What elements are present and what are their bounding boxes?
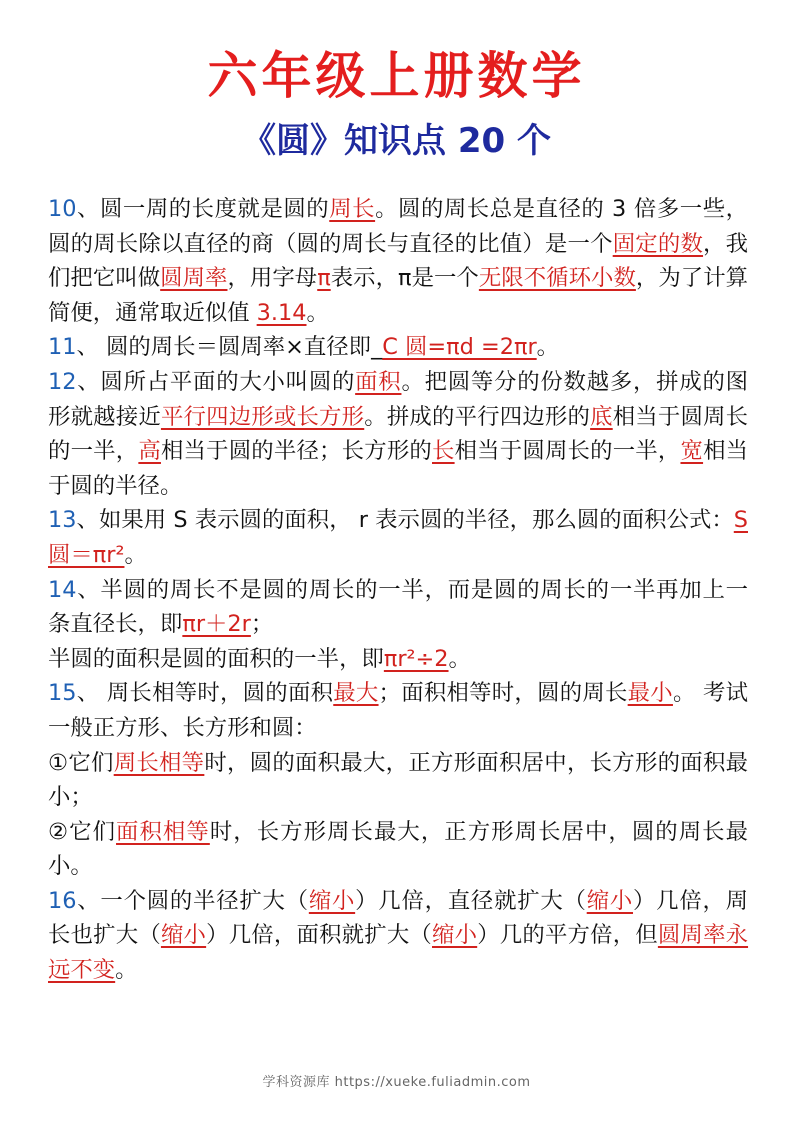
answer: C 圆=πd =2πr [382,334,537,361]
item-text: ）几倍，直径就扩大（ [355,887,587,914]
item-number: 10 [48,196,77,222]
item-text: 、 圆的周长＝圆周率×直径即_ [76,334,383,361]
item-text: 、圆所占平面的大小叫圆的 [76,368,356,395]
answer: 缩小 [160,922,207,949]
answer: 周长 [329,196,376,222]
answer: 平行四边形或长方形 [160,403,365,430]
answer: 高 [138,438,161,465]
item-text: 。 [124,541,147,568]
item-text: 、圆一周的长度就是圆的 [76,196,330,222]
item-text: 。 [115,957,138,984]
item-text: 、 周长相等时，圆的面积 [76,680,334,707]
item-number: 11 [48,334,77,361]
item-text: 。拼成的平行四边形的 [364,403,591,430]
answer: S 圆＝πr² [48,507,748,568]
item-text: 时，长方形周长最大，正方形周长居中，圆的周长最小。 [48,818,749,880]
item-11 [48,330,748,365]
item-text: 。圆的周长总是直径的 3 倍多一些，圆的周长除以直径的商（圆的周长与直径的比值）是一个 [48,196,749,257]
footer-source: 学科资源库 https://xueke.fuliadmin.com [262,1075,531,1090]
item-text: 相当于圆的半径。 [48,438,749,499]
item-text: ； [250,611,274,638]
item-text: ①它们 [48,749,114,776]
page-subtitle: 《圆》知识点 20 个 [242,121,551,161]
content [48,192,748,988]
item-text: ，我们把它叫做 [48,230,749,292]
answer: 缩小 [308,887,356,914]
answer: 长 [432,438,455,465]
item-text: 相当于圆周长的一半， [454,438,681,465]
answer: 圆周率永远不变 [48,922,749,984]
item-number: 16 [48,887,77,914]
item-text: 表示，π是一个 [330,265,479,292]
item-text: 。把圆等分的份数越多，拼成的图形就越接近 [48,368,749,430]
item-10 [48,192,748,330]
item-text: ，用字母 [227,265,318,292]
item-15 [48,676,748,745]
item-number: 14 [48,576,77,603]
item-text: 。 [536,334,560,361]
answer: 面积相等 [116,818,210,845]
item-number: 15 [48,680,77,707]
answer: 底 [590,403,613,430]
answer: 缩小 [586,887,634,914]
item-13 [48,503,748,572]
answer: 面积 [355,368,402,395]
item-number: 13 [48,507,77,534]
item-text: ②它们 [48,818,117,845]
item-text: 半圆的面积是圆的面积的一半，即 [48,645,384,672]
item-15-point-1 [48,746,748,815]
answer: 宽 [680,438,704,465]
item-text: 、如果用 S 表示圆的面积， r 表示圆的半径，那么圆的面积公式： [76,507,734,534]
answer: πr²÷2 [383,645,449,672]
answer: 固定的数 [612,230,704,257]
item-text: ；面积相等时，圆的周长 [378,680,628,707]
item-text: 。 [448,645,471,672]
item-text: 。 [306,299,329,326]
item-text: ）几的平方倍，但 [477,922,658,949]
answer: 3.14 [256,299,307,326]
item-text: 、半圆的周长不是圆的周长的一半，而是圆的周长的一半再加上一条直径长，即 [48,576,748,638]
answer: 周长相等 [113,749,205,776]
item-15-point-2 [48,815,748,884]
answer: 无限不循环小数 [478,265,636,292]
item-12 [48,365,748,503]
answer: 圆周率 [160,265,228,292]
item-text: 相当于圆周长的一半， [48,403,749,465]
answer: 缩小 [432,922,478,949]
answer: 最小 [627,680,673,707]
item-text: 相当于圆的半径；长方形的 [160,438,432,465]
item-number: 12 [48,368,77,395]
item-text: ）几倍，面积就扩大（ [206,922,432,949]
page-title: 六年级上册数学 [207,46,586,105]
item-text: 。 考试一般正方形、长方形和圆： [48,680,749,741]
item-text: ，为了计算简便，通常取近似值 [48,265,749,326]
item-text: ）几倍，周长也扩大（ [48,887,749,949]
item-text: 、一个圆的半径扩大（ [76,887,309,914]
answer: π [317,265,331,292]
answer: 最大 [333,680,379,707]
answer: πr＋2r [182,611,251,638]
item-text: 时，圆的面积最大，正方形面积居中，长方形的面积最小； [48,749,749,811]
item-14-line-2 [48,642,748,677]
item-16 [48,884,748,988]
item-14 [48,573,748,642]
